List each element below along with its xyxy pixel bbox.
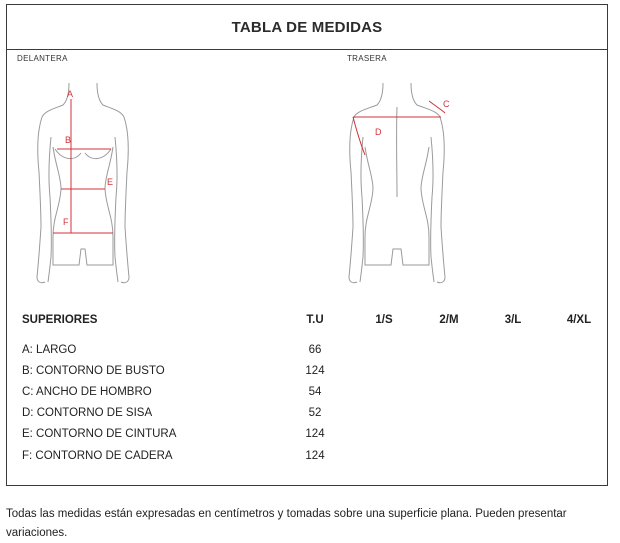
column-header-l: 3/L bbox=[504, 314, 522, 326]
row-label-cintura: E: CONTORNO DE CINTURA bbox=[22, 428, 177, 440]
row-label-largo: A: LARGO bbox=[22, 344, 77, 356]
row-value-busto: 124 bbox=[305, 365, 325, 377]
row-value-sisa: 52 bbox=[308, 407, 322, 419]
marker-f: F bbox=[63, 217, 69, 227]
front-view-label: DELANTERA bbox=[17, 54, 68, 63]
row-label-hombro: C: ANCHO DE HOMBRO bbox=[22, 386, 152, 398]
row-label-cadera: F: CONTORNO DE CADERA bbox=[22, 450, 173, 462]
front-mannequin-figure bbox=[23, 77, 143, 287]
row-value-cintura: 124 bbox=[305, 428, 325, 440]
row-value-cadera: 124 bbox=[305, 450, 325, 462]
column-header-s: 1/S bbox=[375, 314, 393, 326]
row-label-sisa: D: CONTORNO DE SISA bbox=[22, 407, 153, 419]
row-value-largo: 66 bbox=[308, 344, 322, 356]
measurement-note: Todas las medidas están expresadas en centímetros y tomadas sobre una superficie plana. Pueden presentar variaciones. bbox=[6, 508, 567, 539]
marker-d: D bbox=[375, 127, 382, 137]
chart-title: TABLA DE MEDIDAS bbox=[7, 5, 607, 50]
marker-a: A bbox=[67, 89, 74, 99]
column-header-tu: T.U bbox=[306, 314, 324, 326]
back-view-label: TRASERA bbox=[347, 54, 387, 63]
section-heading: SUPERIORES bbox=[22, 314, 98, 326]
marker-b: B bbox=[65, 135, 72, 145]
back-mannequin-figure bbox=[333, 77, 459, 287]
marker-e: E bbox=[107, 177, 114, 187]
column-header-xl: 4/XL bbox=[566, 314, 592, 326]
row-label-busto: B: CONTORNO DE BUSTO bbox=[22, 365, 165, 377]
marker-c: C bbox=[443, 99, 450, 109]
row-value-hombro: 54 bbox=[308, 386, 322, 398]
size-chart-frame bbox=[6, 4, 608, 486]
column-header-m: 2/M bbox=[439, 314, 459, 326]
